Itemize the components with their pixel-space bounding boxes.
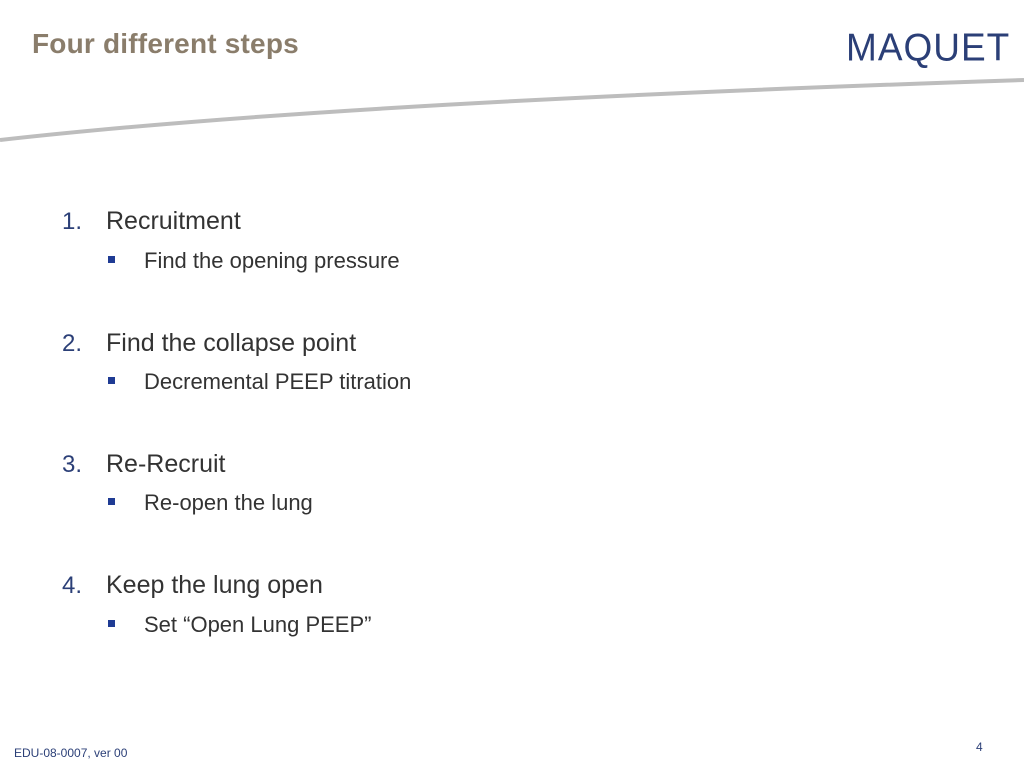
step-number: 3. <box>62 451 83 478</box>
step-number: 1. <box>62 208 83 235</box>
maquet-logo: MAQUET <box>846 25 1011 69</box>
square-bullet-icon <box>108 620 115 627</box>
step-sub-label: Find the opening pressure <box>144 248 400 273</box>
slide-title: Four different steps <box>32 28 299 59</box>
page-number: 4 <box>976 740 983 754</box>
step-sub-label: Set “Open Lung PEEP” <box>144 612 372 637</box>
step-sub-label: Re-open the lung <box>144 490 313 515</box>
step-label: Keep the lung open <box>106 571 323 599</box>
document-id: EDU-08-0007, ver 00 <box>14 746 128 760</box>
step-number: 2. <box>62 330 83 357</box>
square-bullet-icon <box>108 498 115 505</box>
step-number: 4. <box>62 572 83 599</box>
step-label: Re-Recruit <box>106 450 226 478</box>
step-sub-label: Decremental PEEP titration <box>144 369 412 394</box>
step-label: Find the collapse point <box>106 329 357 357</box>
square-bullet-icon <box>108 256 115 263</box>
square-bullet-icon <box>108 377 115 384</box>
step-label: Recruitment <box>106 207 241 235</box>
